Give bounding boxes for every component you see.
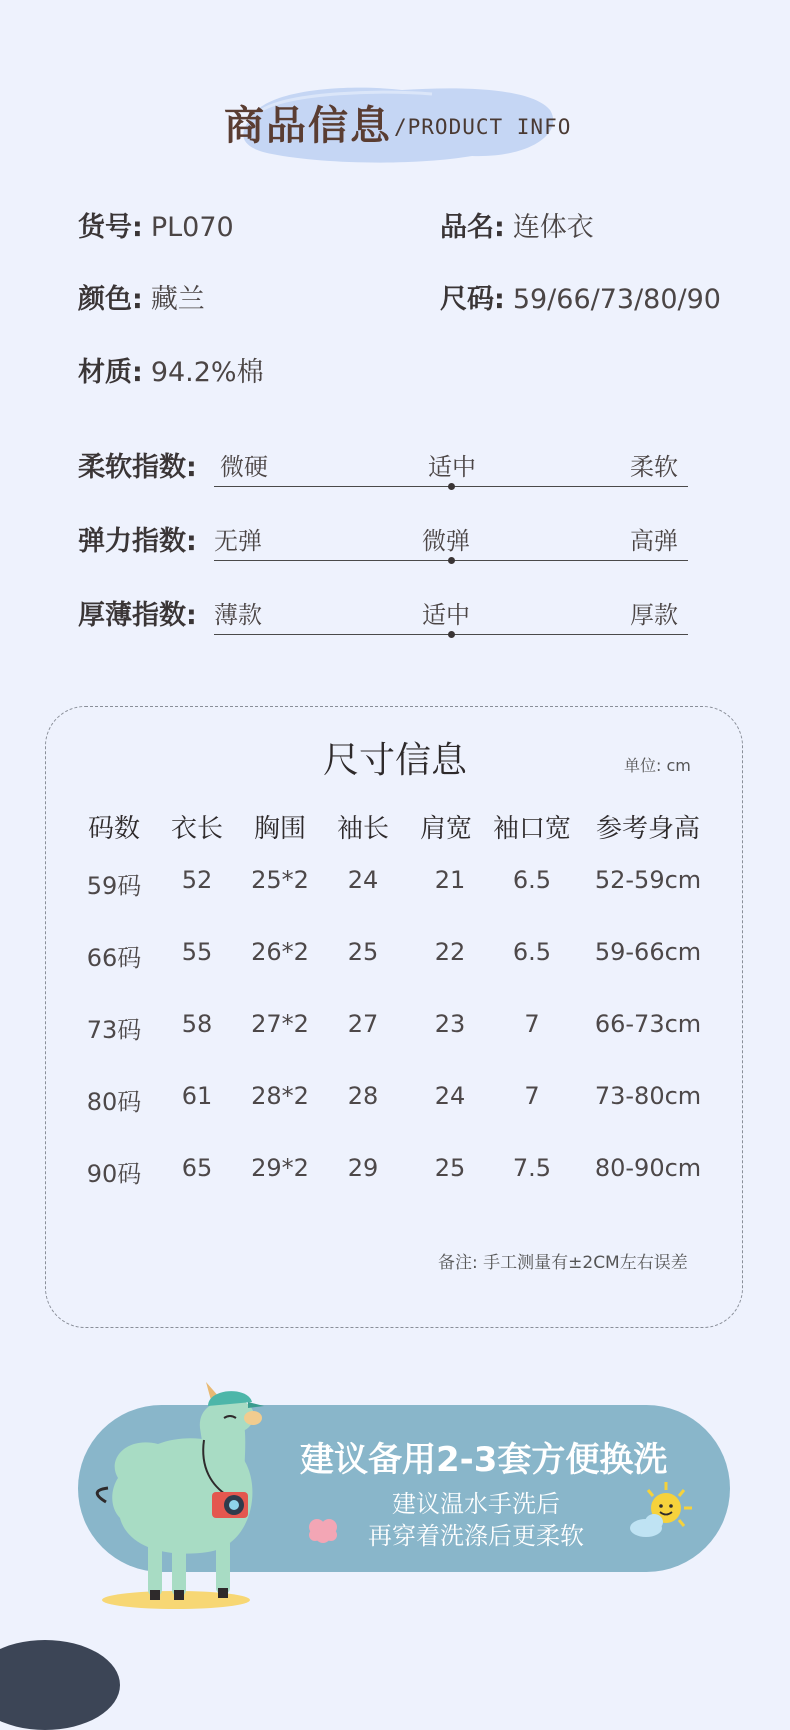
softness-index-label: 柔软指数: xyxy=(78,452,197,483)
cell-chest: 28*2 xyxy=(251,1082,309,1110)
banner-headline: 建议备用2-3套方便换洗 xyxy=(300,1440,668,1480)
elasticity-option-high: 高弹 xyxy=(630,527,678,555)
cell-length: 55 xyxy=(181,938,213,966)
softness-option-low: 微硬 xyxy=(220,453,268,481)
header-height: 参考身高 xyxy=(595,814,700,844)
cell-height: 66-73cm xyxy=(594,1010,702,1038)
cell-chest: 27*2 xyxy=(251,1010,309,1038)
cell-sleeve: 27 xyxy=(347,1010,379,1038)
item-number-value: PL070 xyxy=(150,212,234,243)
decorative-corner-shape xyxy=(0,1640,120,1730)
cell-length: 65 xyxy=(181,1154,213,1182)
product-name-field xyxy=(440,205,594,244)
cell-size: 73码 xyxy=(86,1016,142,1044)
cell-sleeve: 28 xyxy=(347,1082,379,1110)
elasticity-option-mid: 微弹 xyxy=(422,527,470,555)
cell-cuff: 6.5 xyxy=(512,938,552,966)
cell-length: 61 xyxy=(181,1082,213,1110)
cell-cuff: 7 xyxy=(524,1082,540,1110)
sizes-value: 59/66/73/80/90 xyxy=(512,284,721,315)
thickness-option-high: 厚款 xyxy=(630,601,678,629)
cell-shoulder: 24 xyxy=(434,1082,466,1110)
header-chest: 胸围 xyxy=(253,814,306,844)
cell-shoulder: 21 xyxy=(434,866,466,894)
cell-size: 90码 xyxy=(86,1160,142,1188)
cell-chest: 25*2 xyxy=(251,866,309,894)
material-field xyxy=(78,350,264,389)
product-name-value: 连体衣 xyxy=(512,212,594,243)
softness-option-mid: 适中 xyxy=(428,453,476,481)
banner-line-2: 建议温水手洗后 xyxy=(392,1490,560,1518)
cell-shoulder: 22 xyxy=(434,938,466,966)
cell-sleeve: 25 xyxy=(347,938,379,966)
cell-chest: 26*2 xyxy=(251,938,309,966)
page-subtitle: /PRODUCT INFO xyxy=(394,115,572,139)
header-size: 码数 xyxy=(87,814,140,844)
alpaca-icon xyxy=(88,1368,278,1614)
cell-shoulder: 25 xyxy=(434,1154,466,1182)
header-shoulder: 肩宽 xyxy=(419,814,472,844)
cell-size: 80码 xyxy=(86,1088,142,1116)
header-sleeve: 袖长 xyxy=(336,814,389,844)
cell-length: 58 xyxy=(181,1010,213,1038)
cell-chest: 29*2 xyxy=(251,1154,309,1182)
cell-size: 66码 xyxy=(86,944,142,972)
header-cuff: 袖口宽 xyxy=(492,814,571,844)
page-title: 商品信息 xyxy=(224,102,392,149)
sizes-field xyxy=(440,277,721,316)
sizes-label: 尺码: xyxy=(440,284,505,315)
color-value: 藏兰 xyxy=(150,284,205,315)
elasticity-scale-marker xyxy=(448,557,455,564)
item-number-label: 货号: xyxy=(78,212,143,243)
thickness-option-mid: 适中 xyxy=(422,601,470,629)
material-label: 材质: xyxy=(78,357,143,388)
elasticity-option-low: 无弹 xyxy=(214,527,262,555)
cell-sleeve: 24 xyxy=(347,866,379,894)
cell-size: 59码 xyxy=(86,872,142,900)
cloud-icon xyxy=(630,1514,663,1537)
cell-cuff: 6.5 xyxy=(512,866,552,894)
thickness-scale-marker xyxy=(448,631,455,638)
size-info-title: 尺寸信息 xyxy=(322,740,467,781)
cell-sleeve: 29 xyxy=(347,1154,379,1182)
cell-height: 73-80cm xyxy=(594,1082,702,1110)
flower-icon xyxy=(305,1515,341,1545)
color-field xyxy=(78,277,205,316)
cell-height: 59-66cm xyxy=(594,938,702,966)
banner-line-3: 再穿着洗涤后更柔软 xyxy=(368,1522,584,1550)
cell-cuff: 7 xyxy=(524,1010,540,1038)
size-unit-label: 单位: cm xyxy=(624,756,691,775)
cell-height: 80-90cm xyxy=(594,1154,702,1182)
thickness-option-low: 薄款 xyxy=(214,601,262,629)
thickness-index-label: 厚薄指数: xyxy=(78,600,197,631)
measurement-note: 备注: 手工测量有±2CM左右误差 xyxy=(438,1253,688,1273)
header-length: 衣长 xyxy=(170,814,223,844)
softness-scale-marker xyxy=(448,483,455,490)
softness-option-high: 柔软 xyxy=(630,453,678,481)
cell-length: 52 xyxy=(181,866,213,894)
color-label: 颜色: xyxy=(78,284,143,315)
cell-shoulder: 23 xyxy=(434,1010,466,1038)
product-name-label: 品名: xyxy=(440,212,505,243)
sun-icon xyxy=(628,1480,698,1542)
item-number-field xyxy=(78,205,234,244)
cell-height: 52-59cm xyxy=(594,866,702,894)
material-value: 94.2%棉 xyxy=(150,357,264,388)
cell-cuff: 7.5 xyxy=(512,1154,552,1182)
elasticity-index-label: 弹力指数: xyxy=(78,526,197,557)
